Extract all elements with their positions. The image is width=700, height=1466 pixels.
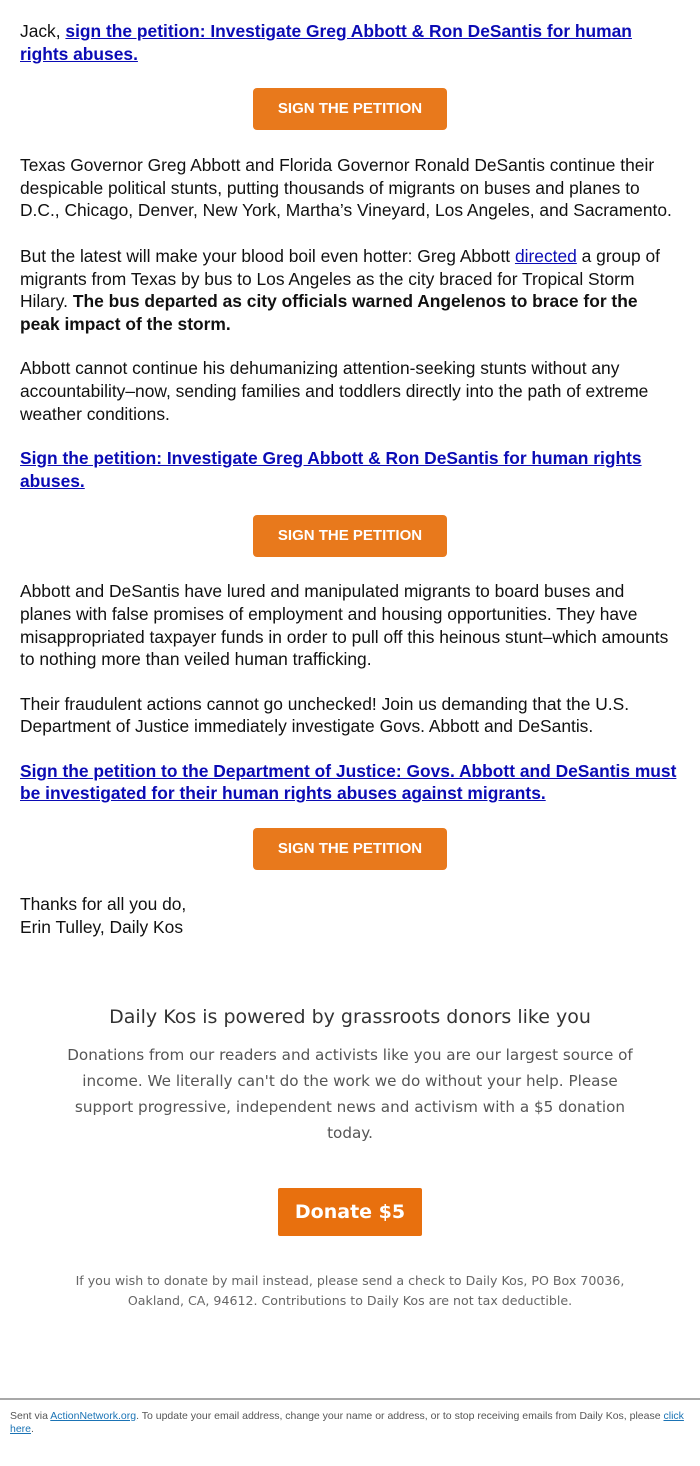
signoff-line-2: Erin Tulley, Daily Kos [20,916,184,937]
paragraph-latest-bold: The bus departed as city officials warned Angelenos to brace for the peak impact of the storm. [20,291,638,334]
directed-link[interactable]: directed [514,245,577,266]
intro-paragraph [20,0,680,65]
signoff [20,893,680,938]
petition-link-2[interactable]: Sign the petition: Investigate Greg Abbott & Ron DeSantis for human rights abuses. [20,448,642,491]
greeting-text: Jack, [20,21,66,41]
paragraph-lured: Abbott and DeSantis have lured and manipulated migrants to board buses and planes with false promises of employment and housing opportunities. They have misappropriated taxpayer funds in order to pull off this heinous stunt–which amounts to nothing more than veiled human trafficking. [20,581,669,670]
donate-by-mail-text: If you wish to donate by mail instead, please send a check to Daily Kos, PO Box 70036, Oakland, CA, 94612. Contributions to Daily Kos are not tax deductible. [75,1273,625,1308]
paragraph-governors: Texas Governor Greg Abbott and Florida Governor Ronald DeSantis continue their despicable political stunts, putting thousands of migrants on buses and planes to D.C., Chicago, Denver, New York, Martha’s Vineyard, Los Angeles, and Sacramento. [20,155,672,221]
footer-prefix: Sent via [10,1410,51,1422]
sign-petition-button-2[interactable]: SIGN THE PETITION [253,515,447,557]
paragraph-accountability: Abbott cannot continue his dehumanizing attention-seeking stunts without any accountability–now, sending families and toddlers directly into the path of extreme weather conditions. [20,358,649,424]
donor-section [0,1004,700,1311]
petition-link-3[interactable]: Sign the petition to the Department of Justice: Govs. Abbott and DeSantis must be investigated for their human rights abuses against migrants. [20,760,677,804]
click-here-link[interactable]: click here [10,1410,684,1435]
donor-heading: Daily Kos is powered by grassroots donors like you [109,1006,591,1028]
petition-paragraph-2 [20,447,680,492]
donate-button[interactable]: Donate $5 [278,1188,422,1236]
petition-paragraph-3 [20,760,680,805]
donor-body: Donations from our readers and activists like you are our largest source of income. We literally can't do the work we do without your help. Please support progressive, independent news and activism with a $5 donation today. [67,1046,633,1142]
sign-petition-button-3[interactable]: SIGN THE PETITION [253,828,447,870]
petition-link-1[interactable]: sign the petition: Investigate Greg Abbott & Ron DeSantis for human rights abuses. [20,21,632,64]
signoff-line-1: Thanks for all you do, [20,894,187,915]
button-row-1 [20,88,680,130]
paragraph-latest-start: But the latest will make your blood boil even hotter: Greg Abbott [20,245,515,266]
button-row-3 [20,828,680,870]
paragraph-latest-middle: a group of migrants from Texas by bus to Los Angeles as the city braced for Tropical Storm Hilary. [20,245,660,312]
button-row-2 [20,515,680,557]
paragraph-latest [20,245,680,335]
footer-middle: . To update your email address, change your name or address, or to stop receiving emails from Daily Kos, please [136,1410,664,1422]
sign-petition-button-1[interactable]: SIGN THE PETITION [253,88,447,130]
email-footer [0,1398,700,1436]
actionnetwork-link[interactable]: ActionNetwork.org [50,1410,137,1422]
paragraph-fraudulent: Their fraudulent actions cannot go unchecked! Join us demanding that the U.S. Department of Justice immediately investigate Govs. Abbott and DeSantis. [20,693,630,737]
footer-suffix: . [31,1423,34,1435]
